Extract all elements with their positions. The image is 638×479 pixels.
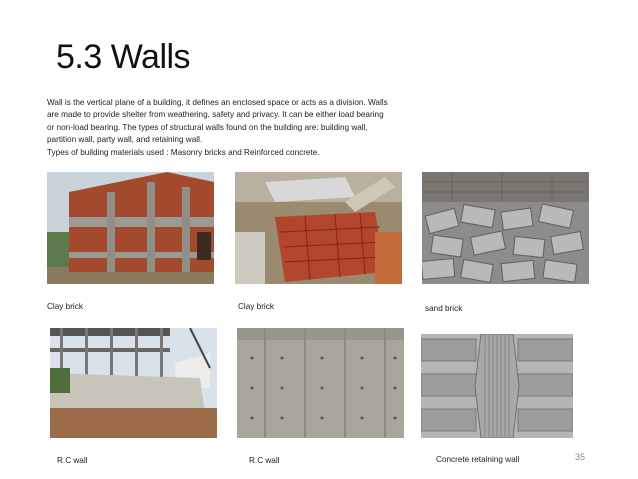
photo-caption: R.C wall (57, 456, 88, 465)
photo-caption: sand brick (425, 304, 463, 313)
slide-title: 5.3 Walls (56, 38, 191, 76)
paragraph-line: Types of building materials used : Masonry bricks and Reinforced concrete. (47, 147, 320, 157)
paragraph-line: or non-load bearing. The types of structural walls found on the building are: building wall, (47, 122, 368, 132)
concrete-retaining-wall-photo (421, 334, 573, 438)
sand-brick-photo (422, 172, 589, 284)
paragraph-line: partition wall, party wall, and retaining wall. (47, 135, 203, 145)
photo-caption: Concrete retaining wall (436, 455, 520, 464)
rc-wall-formwork-photo (237, 328, 404, 438)
rc-wall-construction-photo (50, 328, 217, 438)
paragraph-line: are made to provide shelter from weathering, safety and privacy. It can be either load bearing (47, 110, 384, 120)
clay-brick-building-photo (47, 172, 214, 284)
photo-caption: Clay brick (47, 302, 83, 311)
photo-caption: R.C wall (249, 456, 280, 465)
photo-caption: Clay brick (238, 302, 274, 311)
body-paragraph (47, 97, 447, 159)
clay-brick-pile-photo (235, 172, 402, 284)
page-number: 35 (575, 452, 586, 462)
paragraph-line: Wall is the vertical plane of a building, it defines an enclosed space or acts as a division. Walls (47, 98, 388, 107)
